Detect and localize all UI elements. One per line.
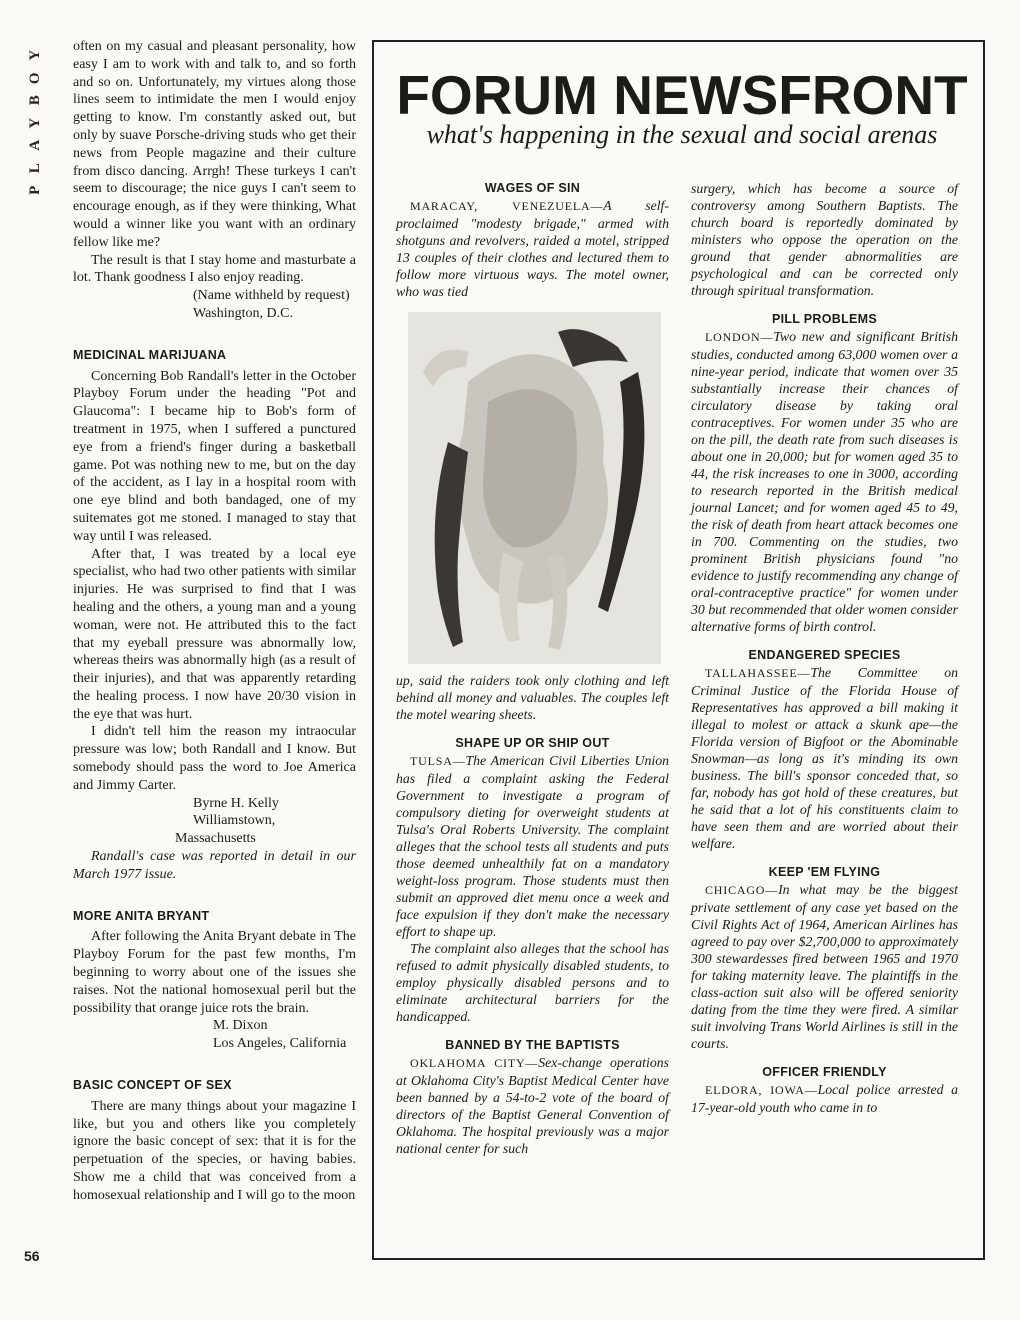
letter-paragraph: Concerning Bob Randall's letter in the October Playboy Forum under the heading "Pot and Glaucoma": I became hip to Bob's form of treatment in 1975, when I suffered a punctured eye from a friend's finger during a basketball game. Pot was nothing new to me, but on the day of the accident, as I lay in a hospital room with one eye blind and both bandaged, one of my suitemates got me stoned. I managed to stay that way until I was released.	[73, 368, 356, 544]
letter-heading: BASIC CONCEPT OF SEX	[73, 1078, 232, 1093]
news-text: Local police arrested a 17-year-old youth who came in to	[691, 1082, 958, 1115]
letter-paragraph: There are many things about your magazine I like, but you and others like you completely ignore the basic concept of sex: that it is for the perpetuation of the species, or having babies. Show me a child that was conceived from a homosexual relationship and I will go to the moon	[73, 1098, 356, 1203]
illustration-photo	[408, 312, 661, 664]
illustration-graphic	[408, 312, 661, 664]
news-heading: PILL PROBLEMS	[771, 312, 878, 326]
news-dateline: LONDON—	[705, 330, 774, 344]
news-text: The American Civil Liberties Union has filed a complaint asking the Federal Government to investigate a program of compulsory dieting for overweight students at Tulsa's Oral Roberts University. The complaint alleges that the school tests all students and puts those deemed unhealthily fat on a mandatory weight-loss program. Those students must then submit an approved diet menu once a week and face expulsion if they don't make the necessary effort to shape up.	[396, 753, 669, 939]
signature-location: Los Angeles, California	[213, 1036, 347, 1052]
news-dateline: TALLAHASSEE—	[705, 666, 811, 680]
magazine-masthead	[24, 44, 46, 202]
news-text: surgery, which has become a source of controversy among Southern Baptists. The church board is reportedly dominated by ministers who oppose the operation on the ground that gender abnormalities are psychological and can be corrected only through spiritual transformation.	[691, 181, 958, 298]
news-heading: SHAPE UP OR SHIP OUT	[455, 736, 610, 750]
editor-note: Randall's case was reported in detail in our March 1977 issue.	[73, 849, 356, 882]
letter-paragraph: The result is that I stay home and masturbate a lot. Thank goodness I also enjoy reading.	[73, 252, 356, 286]
letter-paragraph: After that, I was treated by a local eye specialist, who had two other patients with similar injuries. He was surprised to find that I was healing and the others, a young man and a young woman, were not. He attributed this to the fact that my eyeball pressure was abnormally low, whereas theirs was abnormally high (as a result of their injuries), and that was apparently retarding the healing process. I now have 20/30 vision in the eye that was hurt.	[73, 546, 356, 722]
masthead-letter: Y	[26, 117, 43, 129]
masthead-letter: A	[26, 139, 43, 151]
newsfront-subtitle: what's happening in the sexual and social arenas	[426, 120, 938, 149]
news-heading: BANNED BY THE BAPTISTS	[445, 1038, 620, 1052]
news-heading: ENDANGERED SPECIES	[748, 648, 901, 662]
news-column-right	[691, 180, 958, 1116]
page-number: 56	[24, 1248, 40, 1264]
signature-location: Washington, D.C.	[193, 305, 293, 321]
masthead-letter: O	[26, 71, 43, 84]
letter-paragraph: often on my casual and pleasant personality, how easy I am to work with and talk to, and so forth and so on. Unfortunately, my virtues along those lines seem to intimidate the men I would enjoy getting to know. I'm constantly asked out, but only by suave Porsche-driving studs who get their news from People magazine and their culture from disco dancing. Arrgh! These turkeys I can't seem to discourage; the nice guys I can't seem to encourage enough, as if they were thinking, What would a winner like you want with an ordinary fellow like me?	[73, 39, 356, 250]
newsfront-title: FORUM NEWSFRONT	[396, 64, 968, 126]
masthead-letter: P	[26, 185, 43, 195]
news-heading: OFFICER FRIENDLY	[762, 1065, 887, 1079]
masthead-letter: Y	[26, 49, 43, 61]
news-dateline: ELDORA, IOWA—	[705, 1083, 818, 1097]
news-text: The complaint also alleges that the school has refused to admit physically disabled students, to employ physically disabled persons and to eliminate architectural barriers for the handicapped.	[396, 941, 669, 1024]
signature-name: (Name withheld by request)	[193, 288, 350, 304]
news-text: up, said the raiders took only clothing and left behind all money and valuables. The couples left the motel wearing sheets.	[396, 673, 669, 722]
news-column-left-bottom	[396, 672, 669, 1157]
letters-column	[73, 38, 356, 1205]
news-heading: WAGES OF SIN	[484, 181, 581, 195]
news-text: Sex-change operations at Oklahoma City's Baptist Medical Center have been banned by a 54-to-2 vote of the board of directors of the Baptist General Convention of Oklahoma. The hospital previously was a major national center for such	[396, 1055, 669, 1156]
news-text: A self-proclaimed "modesty brigade," armed with shotguns and revolvers, raided a motel, stripped 13 couples of their clothes and lectured them to follow more virtuous ways. The motel owner, who was tied	[396, 198, 669, 299]
news-text: The Committee on Criminal Justice of the Florida House of Representatives has approved a bill making it illegal to molest or attack a skunk ape—the Florida version of Bigfoot or the Abominable Snowman—as long as it's minding its own business. The bill's sponsor conceded that, so far, nobody has got hold of these creatures, but he said that a lot of his constituents claim to have seen them and are worried about their welfare.	[691, 665, 958, 851]
signature-name: M. Dixon	[213, 1018, 268, 1034]
news-text: Two new and significant British studies, conducted among 63,000 women over a nine-year period, indicate that women over 35 substantially increase their chances of circulatory disease by taking oral contraceptives. For women under 35 who are on the pill, the death rate from such diseases is about one in 20,000; but for women aged 35 to 44, the risk increases to one in 3000, according to research reported in the British medical journal Lancet; and for women aged 45 to 49, the risk of death from heart attack becomes one in 700. Commenting on the studies, two prominent British physicians found "no evidence to justify recommending any change of oral-contraceptive practice" for women under 30 but recommended that older women consider alternative forms of birth control.	[691, 329, 958, 634]
news-dateline: CHICAGO—	[705, 883, 779, 897]
signature-location: Williamstown, Massachusetts	[175, 813, 276, 847]
letter-heading: MEDICINAL MARIJUANA	[73, 347, 227, 362]
news-text: In what may be the biggest private settlement of any case yet based on the Civil Rights Act of 1964, American Airlines has agreed to pay over $2,700,000 to approximately 300 stewardesses fired between 1965 and 1970 for taking maternity leave. The plaintiffs in the class-action suit also will be offered seniority dating from the time they were fired. A similar suit involving Trans World Airlines is still in the courts.	[691, 882, 958, 1051]
news-dateline: OKLAHOMA CITY—	[410, 1056, 539, 1070]
news-dateline: MARACAY, VENEZUELA—	[410, 199, 604, 213]
news-heading: KEEP 'EM FLYING	[768, 865, 881, 879]
letter-paragraph: I didn't tell him the reason my intraocular pressure was low; both Randall and I know. But somebody should pass the word to Joe America and Jimmy Carter.	[73, 724, 356, 793]
masthead-letter: L	[26, 162, 43, 173]
letter-heading: MORE ANITA BRYANT	[73, 908, 210, 923]
news-dateline: TULSA—	[410, 754, 466, 768]
letter-paragraph: After following the Anita Bryant debate in The Playboy Forum for the past few months, I'm beginning to worry about one of the issues she raises. Not the national homosexual peril but the possibility that orange juice rots the brain.	[73, 929, 356, 1016]
news-column-left-top	[396, 180, 669, 300]
signature-name: Byrne H. Kelly	[193, 795, 279, 811]
masthead-letter: B	[26, 95, 43, 106]
